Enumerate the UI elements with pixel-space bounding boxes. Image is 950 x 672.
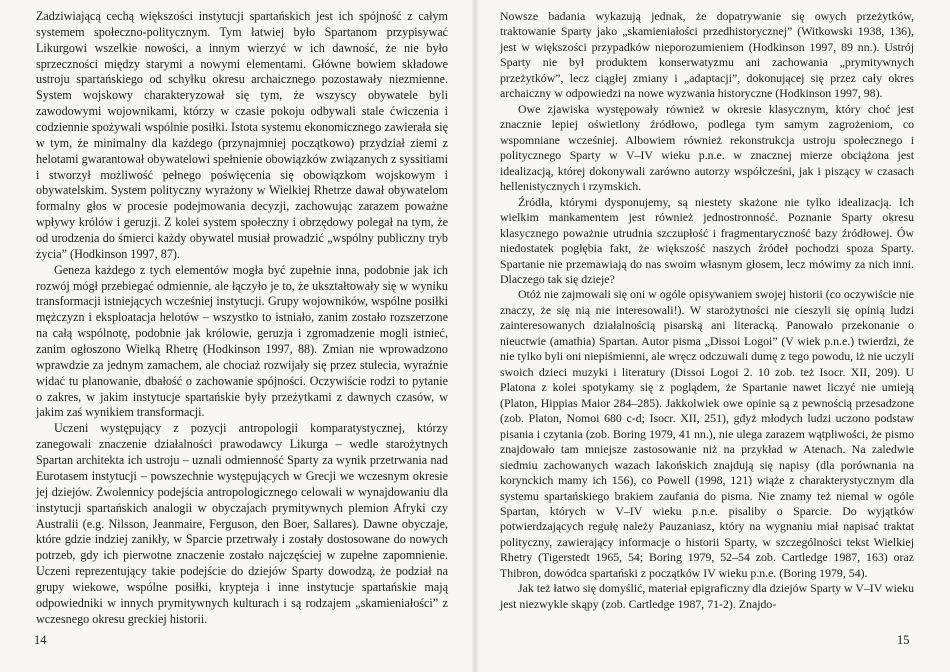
right-page-text xyxy=(500,9,914,612)
paragraph: Otóż nie zajmowali się oni w ogóle opisywaniem swojej historii (co oczywiście nie znaczy, że się nią nie interesowali!). W starożytności nie cieszyli się opinią ludzi zainteresowanych działalnością pisarską ani literacką. Panowało przekonanie o nieuctwie (amathia) Spartan. Autor pisma „Dissoi Logoi” (V wiek p.n.e.) twierdzi, że nie tylko byli oni niepiśmienni, ale wręcz odczuwali dumę z tego powodu, iż nie uczyli swoich dzieci muzyki i literatury (Dissoi Logoi 2. 10 zob. też Isocr. XII, 209). U Platona z kolei spotykamy się z poglądem, że Spartanie nawet liczyć nie umieją (Platon, Hippias Maior 284–285). Jakkolwiek owe opinie są z pewnością przesadzone (zob. Platon, Nomoi 680 c-d; Isocr. XII, 251), gdyż młodych ludzi uczono podstaw pisania i czytania (zob. Boring 1979, 41 nn.), nie ulega zarazem wątpliwości, że pismo znajdowało tam mniejsze zastosowanie niż na przykład w Atenach. Na zaledwie siedmiu zachowanych wazach lakońskich znajdują się napisy (dla porównania na korynckich mamy ich 156), co Powell (1998, 121) wiąże z charakterystycznym dla systemu spartańskiego brakiem zaufania do pisma. Nie znamy też niemal w ogóle Spartan, których w V–IV wieku p.n.e. pisaliby o Sparcie. Do wyjątków potwierdzających regułę należy Pauzaniasz, który na wygnaniu miał napisać traktat polityczny, zawierający informacje o historii Sparty, w szczególności tekst Wielkiej Rhetry (Tigerstedt 1965, 54; Boring 1979, 52–54 zob. Cartledge 1987, 163) oraz Thibron, dowódca spartański z początków IV wieku p.n.e. (Boring 1979, 54). xyxy=(500,287,914,580)
paragraph: Źródła, którymi dysponujemy, są niestety skażone nie tylko idealizacją. Ich wielkim mankamentem jest również jednostronność. Poznanie Sparty okresu klasycznego poważnie utrudnia szczupłość i fragmentaryczność bazy źródłowej. Ów niedostatek pogłębia fakt, że większość naszych źródeł pochodzi spoza Sparty. Spartanie nie przemawiają do nas swoim własnym głosem, lecz mówimy za nich inni. Dlaczego tak się dzieje? xyxy=(500,194,914,286)
paragraph: Geneza każdego z tych elementów mogła być zupełnie inna, podobnie jak ich rozwój mógł przebiegać odmiennie, ale łączyło je to, że ukształtowały się w wyniku transformacji istniejących wcześniej instytucji. Grupy wojowników, wspólne posiłki mężczyzn i eksploatacja helotów – wszystko to istniało, zanim zostało rozszerzone na całą wspólnotę, podobnie jak królowie, geruzja i zgromadzenie mogli istnieć, zanim ogłoszono Wielką Rhetrę (Hodkinson 1997, 88). Zmian nie wprowadzono wprawdzie za jednym zamachem, ale chociaż rozwijały się przez stulecia, wyraźnie widać tu planowanie, dbałość o zachowanie spójności. Oczywiście rodzi to pytanie o zakres, w jakim instytucje spartańskie były przeżytkami z dawnych czasów, w jakim zaś wynikiem transformacji. xyxy=(36,262,448,420)
paragraph: Zadziwiającą cechą większości instytucji spartańskich jest ich spójność z całym systemem społeczno-politycznym. Tym łatwiej było Spartanom przypisywać Likurgowi wszelkie nowości, a innym wierzyć w ich dawność, że nie było sprzeczności między starymi a nowymi elementami. Główne bowiem składowe ustroju spartańskiego od schyłku okresu archaicznego pozostawały niezmienne. System wojskowy charakteryzował się tym, że wszyscy obywatele byli zawodowymi wojownikami, którzy w czasie pokoju odbywali stale ćwiczenia i codziennie spożywali wspólnie posiłki. Istota systemu ekonomicznego zawierała się w tym, że minimalny dla każdego (przynajmniej początkowo) przydział ziemi z helotami gwarantował obywatelowi spełnienie obowiązków związanych z syssitiami i stworzył możliwość pełnego poświęcenia się obowiązkom wojskowym i obywatelskim. System polityczny wyrażony w Wielkiej Rhetrze dawał obywatelom formalny głos w procesie podejmowania decyzji, zachowując zarazem poważne wpływy królów i geruzji. Z kolei system społeczny i obrzędowy polegał na tym, że od urodzenia do śmierci każdy obywatel musiał prowadzić „wspólny publiczny tryb życia” (Hodkinson 1997, 87). xyxy=(36,9,448,261)
left-page-text xyxy=(36,9,448,628)
paragraph: Uczeni występujący z pozycji antropologii komparatystycznej, którzy zanegowali znaczenie działalności prawodawcy Likurga – wedle starożytnych Spartan architekta ich ustroju – uznali odmienność Sparty za wynik przetrwania nad Eurotasem instytucji – powszechnie występujących w Grecji we wczesnym okresie jej dziejów. Zwolennicy podejścia antropologicznego celowali w wynajdowaniu dla instytucji spartańskich analogii w obyczajach prymitywnych plemion Afryki czy Australii (e.g. Nilsson, Jeanmaire, Ferguson, den Boer, Sallares). Dawne obyczaje, które gdzie indziej zanikły, w Sparcie przetrwały i zostały dostosowane do nowych potrzeb, gdy ich pierwotne znaczenie zostało najczęściej w zupełne zapomnienie. Uczeni reprezentujący takie podejście do dziejów Sparty dowodzą, że podział na grupy wiekowe, wspólne posiłki, krypteja i inne instytucje spartańskie mają odpowiedniki w innych prymitywnych kulturach i są rodzajem „skamieniałości” z wczesnego okresu greckiej historii. xyxy=(36,421,448,626)
page-number-left: 14 xyxy=(34,633,47,647)
paragraph: Owe zjawiska występowały również w okresie klasycznym, który choć jest znacznie lepiej oświetlony źródłowo, podlega tym samym zagrożeniom, co wspomniane wcześniej. Albowiem również rekonstrukcja ustroju społecznego i politycznego Sparty w V–IV wieku p.n.e. w znacznej mierze obciążona jest idealizacją, której dokonywali zarówno autorzy współcześni, jak i piszący w czasach hellenistycznych i rzymskich. xyxy=(500,101,914,194)
page-number-right: 15 xyxy=(897,633,910,647)
paragraph: Jak też łatwo się domyślić, materiał epigraficzny dla dziejów Sparty w V–IV wieku jest niezwykle skąpy (zob. Cartledge 1987, 71-2). Znajdo- xyxy=(500,581,914,611)
paragraph: Nowsze badania wykazują jednak, że dopatrywanie się owych przeżytków, traktowanie Sparty jako „skamieniałości przedhistorycznej” (Witkowski 1938, 136), jest w większości przypadków nieporozumieniem (Hodkinson 1997, 89 nn.). Ustrój Sparty nie był produktem konserwatyzmu ani zachowania „prymitywnych przeżytków”, lecz ciągłej zmiany i „adaptacji”, dokonującej się przez cały okres archaiczny w odpowiedzi na nowe wyzwania historyczne (Hodkinson 1997, 98). xyxy=(500,9,914,101)
